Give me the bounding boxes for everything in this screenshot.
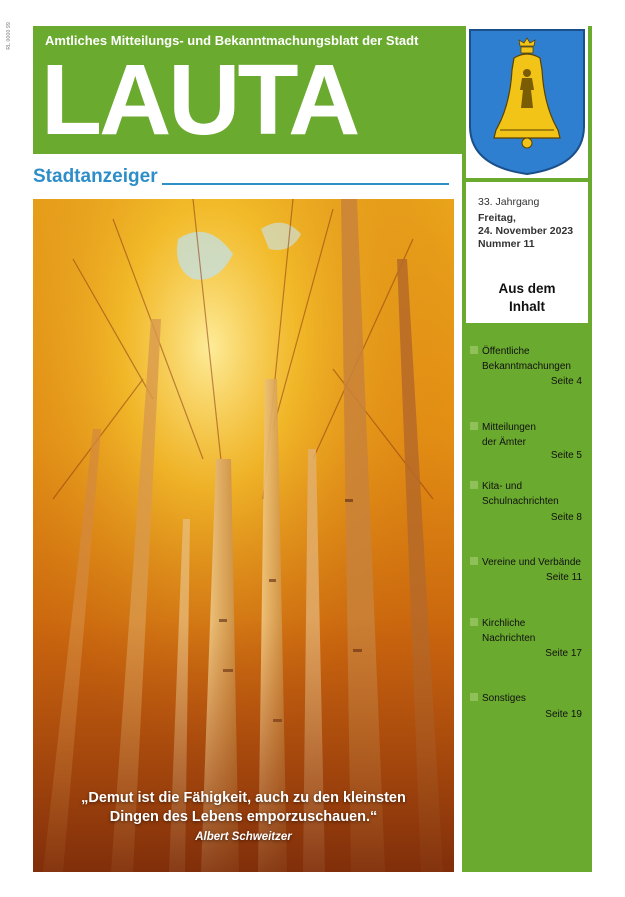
issue-date: 24. November 2023 [478,225,574,237]
masthead-title: LAUTA [41,44,358,156]
square-bullet-icon [470,481,478,489]
contents-title-line-1: Aus dem [498,281,556,296]
issue-volume: 33. Jahrgang [478,196,540,208]
square-bullet-icon [470,557,478,565]
contents-title-line-2: Inhalt [509,299,545,314]
issue-weekday: Freitag, [478,212,516,224]
toc-item-label: Kita- und Schulnachrichten [482,481,559,507]
square-bullet-icon [470,422,478,430]
contents-title [466,280,588,316]
paper-name-row [33,166,449,188]
square-bullet-icon [470,346,478,354]
quote-author: Albert Schweitzer [195,831,292,843]
issue-number: Nummer 11 [478,238,535,250]
toc-item-page: Seite 5 [550,450,582,461]
side-code: RL 0000 99 [6,22,12,50]
quote [33,789,454,827]
cover-photo [33,199,454,872]
toc-item-label: Mitteilungen der Ämter [482,422,536,448]
issue-date-block [478,212,573,251]
toc-item-page: Seite 4 [550,376,582,387]
toc-item-page: Seite 8 [550,512,582,523]
toc-item-label: Vereine und Verbände [482,557,581,568]
paper-name-rule [162,183,449,185]
toc-item-page: Seite 17 [545,648,582,659]
quote-line-2: Dingen des Lebens emporzuschauen.“ [109,809,378,825]
toc-item-label: Öffentliche Bekanntmachungen [482,346,571,372]
toc-item-page: Seite 19 [545,709,582,720]
toc-item-page: Seite 11 [546,572,582,583]
coat-of-arms-bell-icon [466,26,588,178]
masthead [33,26,462,154]
toc-item-label: Sonstiges [482,693,526,704]
forest-illustration [33,199,454,872]
paper-name: Stadtanzeiger [33,166,158,187]
issue-panel [466,182,588,323]
masthead-subtitle: Amtliches Mitteilungs- und Bekanntmachungsblatt der Stadt [45,33,419,48]
toc-item-label: Kirchliche Nachrichten [482,618,536,644]
square-bullet-icon [470,618,478,626]
square-bullet-icon [470,693,478,701]
quote-line-1: „Demut ist die Fähigkeit, auch zu den kleinsten [81,790,406,806]
